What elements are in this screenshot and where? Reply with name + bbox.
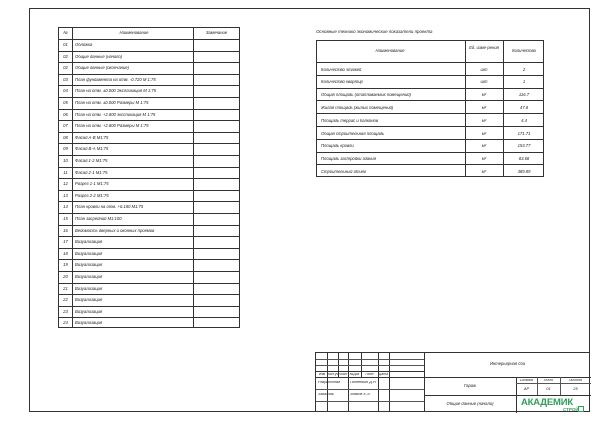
sheet-row-num: 13 [63, 193, 68, 198]
sheet-row-num: 10 [63, 159, 68, 163]
tep-row [317, 113, 543, 127]
tep-row-unit: м³ [481, 169, 487, 174]
tep-row-qty: 47.8 [519, 105, 529, 110]
header-name: Наименование [119, 31, 149, 35]
checked-label: Заказчик [318, 393, 334, 396]
tep-row-qty: 1 [522, 80, 526, 85]
developed-label: Разработал [318, 381, 341, 384]
developed-name: Потепкин Д.Н [350, 381, 376, 384]
tep-row-name: Строительный объем [321, 169, 366, 174]
sheet-row-num: 01 [63, 43, 68, 47]
sheet-row-name: Визуализация [75, 321, 103, 326]
sheet-row-name: Визуализация [75, 275, 103, 279]
sheet-row-name: Визуализация [75, 309, 103, 314]
tep-row [317, 75, 543, 89]
sheet-row-num: 05 [63, 101, 68, 105]
sheet-row-name: План засредний М1:100 [75, 217, 122, 221]
sheet-row-num: 03 [63, 77, 68, 82]
sheet-row-name: Фасад 1-2 М1:75 [75, 159, 108, 163]
sheet-title: Общие данные (начало) [446, 402, 494, 406]
sheet-row-name: Визуализация [75, 286, 103, 291]
tep-row-unit: м² [481, 118, 487, 123]
sheet-label: Лист [543, 378, 554, 382]
tep-header-unit: Ед. изме-рения [469, 45, 499, 50]
sheet-row-name: Визуализация [75, 251, 103, 256]
tep-row-name: Площадь застройки здания [321, 157, 376, 162]
tep-row-qty: 116.7 [518, 93, 530, 98]
tep-row-qty: 4.4 [521, 118, 527, 123]
tep-row-qty: 153.77 [517, 144, 531, 149]
sheet-list-table [58, 27, 240, 328]
brand-bottom: СТРОЙ [563, 406, 579, 412]
tep-row-qty: 83.68 [518, 157, 530, 162]
tep-row-unit: м² [481, 105, 487, 110]
stage-value: АР [523, 387, 530, 391]
tep-row-qty: 171.71 [517, 131, 531, 136]
tep-table [316, 40, 544, 177]
tep-row-name: Количество этажей [321, 67, 362, 72]
sheet-row-name: Общие данные (окончание) [75, 66, 130, 71]
tep-row-name: Площадь террас и балконов [321, 118, 379, 123]
sheet-row-num: 11 [63, 170, 68, 175]
sheet-row-name: Визуализация [75, 240, 103, 245]
sheet-row-num: 04 [63, 89, 68, 94]
tep-row-qty: 389.89 [517, 169, 531, 174]
sheets-label: Листов [568, 378, 583, 382]
sheet-row-num: 17 [63, 240, 68, 245]
sheet-row-name: Обложка [75, 43, 93, 47]
tep-title: Основные технико экономические показатели проекта [316, 30, 433, 34]
tep-row [317, 164, 543, 178]
tb-h-2: Лист [338, 372, 348, 376]
sheet-row-name: План на отм. ±0.000 Экспликация М 1:75 [75, 89, 157, 94]
sheet-row-name: Фасад А-В М1:75 [75, 135, 109, 140]
checked-name: Знаков Е.Э. [350, 393, 371, 396]
tep-row-name: Общая площадь (отапливаемых помещений) [321, 93, 412, 98]
sheet-row-num: 14 [63, 205, 68, 210]
tep-row-unit: м² [481, 144, 487, 149]
tep-row [317, 100, 543, 114]
sheet-row-num: 02 [63, 66, 68, 71]
project-name: Гараж [463, 384, 476, 388]
tep-row [317, 88, 543, 102]
title-block [315, 352, 590, 412]
sheets-value: 25 [573, 387, 578, 391]
tep-row-name: Общая строительная площадь [321, 131, 385, 136]
sheet-row-num: 07 [63, 124, 68, 129]
sheet-row-num: 21 [63, 286, 68, 291]
tep-row-unit: м² [481, 131, 487, 136]
sheet-row-num: 12 [63, 182, 68, 187]
tep-row-unit: шт [480, 67, 488, 72]
tep-row-qty: 2 [522, 67, 526, 72]
tep-header-qty: Количество [512, 49, 536, 53]
sheet-value: 01 [546, 387, 551, 391]
sheet-row-num: 23 [63, 309, 68, 314]
sheet-row-name: Разрез 2-2 М1:75 [75, 193, 109, 198]
brand-logo [519, 396, 589, 412]
header-num: № [63, 31, 68, 35]
sheet-list-header [59, 28, 239, 39]
tep-row-unit: шт [480, 80, 488, 85]
tb-h-5: Дата [379, 372, 388, 376]
sheet-row-num: 18 [63, 251, 68, 256]
sheet-row-num: 24 [63, 321, 68, 326]
sheet-row-num: 19 [63, 263, 68, 268]
sheet-row-num: 16 [63, 228, 68, 233]
sheet-row-name: Визуализация [75, 263, 103, 268]
sheet-row-num: 02 [63, 54, 68, 59]
tb-h-1: Кол.уч [328, 372, 338, 376]
tep-row [317, 126, 543, 140]
sheet-row-num: 08 [63, 135, 68, 140]
tb-h-3: №Док [349, 372, 360, 376]
company-name: Интерьерная сба [489, 362, 526, 366]
sheet-row-name: Визуализация [75, 298, 103, 303]
sheet-row-name: План на отм. +2.800 Размеры М 1:75 [75, 124, 149, 129]
sheet-row-num: 06 [63, 112, 68, 117]
sheet-row-name: Фасад В-А М1:75 [75, 147, 109, 152]
tep-row-name: Площадь кровли [321, 144, 354, 149]
sheet-row-name: План фундамента на отм. -0.720 М 1:75 [75, 77, 156, 82]
sheet-list-row [59, 317, 239, 330]
sheet-row-num: 15 [63, 217, 68, 221]
sheet-row-name: Общие данные (начало) [75, 54, 123, 59]
tep-row [317, 139, 543, 153]
header-note: Замечание [205, 31, 228, 35]
tep-row [317, 152, 543, 166]
sheet-row-name: Разрез 1-1 М1:75 [75, 182, 109, 187]
stage-label: Стадия [519, 378, 534, 382]
tb-h-0: Изм [318, 372, 326, 376]
sheet-row-name: План кровли на отм. +6.180 М1:75 [75, 205, 144, 210]
tep-row-name: Жилая площадь (жилых помещений) [321, 105, 394, 110]
sheet-row-name: План на отм. +2.800 экспликация М 1:75 [75, 112, 156, 117]
tep-row-unit: м² [481, 93, 487, 98]
tep-header [317, 41, 543, 62]
sheet-row-num: 22 [63, 298, 68, 303]
tb-h-4: Подп [365, 372, 374, 376]
tep-row [317, 62, 543, 76]
tep-row-unit: м² [481, 157, 487, 162]
brand-mark-icon [578, 406, 584, 412]
sheet-row-num: 09 [63, 147, 68, 152]
tep-row-name: Количество квартир [321, 80, 363, 85]
tep-header-name: Наименование [375, 49, 405, 53]
sheet-row-num: 20 [63, 275, 68, 279]
sheet-row-name: Фасад 2-1 М1:75 [75, 170, 108, 175]
brand-top: АКАДЕМИК [521, 397, 573, 408]
sheet-row-name: Ведомость дверных и оконных проемов [75, 228, 155, 233]
sheet-row-name: План на отм. ±0.000 Размеры М 1:75 [75, 101, 149, 105]
